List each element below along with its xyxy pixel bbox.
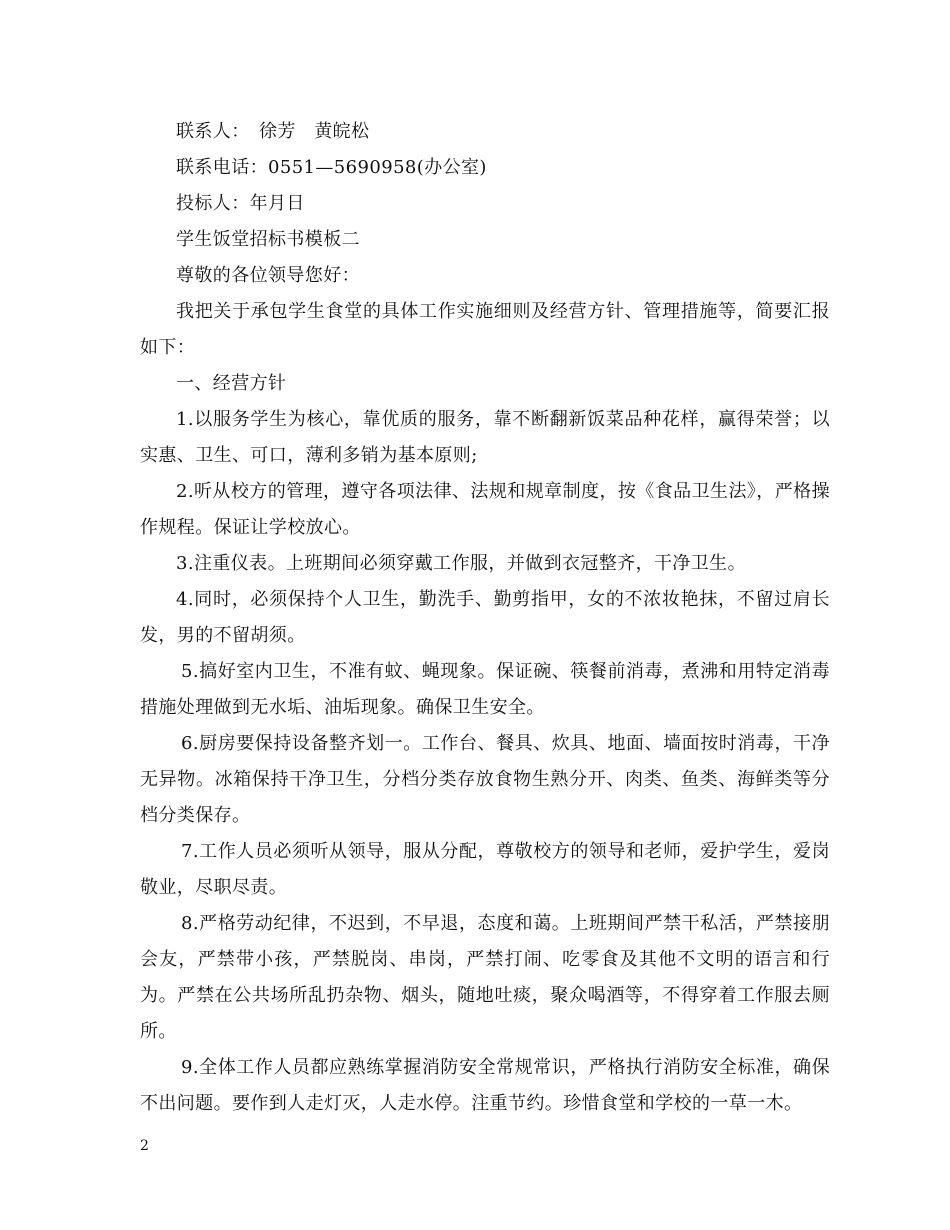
policy-item-7: 7.工作人员必须听从领导，服从分配，尊敬校方的领导和老师，爱护学生，爱岗敬业，尽职尽责。: [140, 841, 830, 898]
policy-item-5: 5.搞好室内卫生，不准有蚊、蝇现象。保证碗、筷餐前消毒，煮沸和用特定消毒措施处理做到无水垢、油垢现象。确保卫生安全。: [140, 661, 830, 718]
policy-item-9: 9.全体工作人员都应熟练掌握消防安全常规常识，严格执行消防安全标准，确保不出问题。要作到人走灯灭，人走水停。注重节约。珍惜食堂和学校的一草一木。: [140, 1057, 830, 1114]
policy-item-4: 4.同时，必须保持个人卫生，勤洗手、勤剪指甲，女的不浓妆艳抹，不留过肩长发，男的不留胡须。: [140, 589, 830, 646]
bidder-date: 投标人：年月日: [176, 193, 305, 214]
intro-paragraph: 我把关于承包学生食堂的具体工作实施细则及经营方针、管理措施等，简要汇报如下：: [140, 301, 830, 358]
policy-item-1: 1.以服务学生为核心，靠优质的服务，靠不断翻新饭菜品种花样，赢得荣誉；以实惠、卫生、可口，薄利多销为基本原则;: [140, 409, 830, 466]
section-title: 学生饭堂招标书模板二: [176, 229, 360, 250]
policy-item-2: 2.听从校方的管理，遵守各项法律、法规和规章制度，按《食品卫生法》，严格操作规程。保证让学校放心。: [140, 481, 830, 538]
contact-person: 联系人： 徐芳 黄皖松: [176, 121, 370, 142]
heading-business-policy: 一、经营方针: [176, 373, 287, 394]
policy-item-8: 8.严格劳动纪律，不迟到，不早退，态度和蔼。上班期间严禁干私活，严禁接朋会友，严禁带小孩，严禁脱岗、串岗，严禁打闹、吃零食及其他不文明的语言和行为。严禁在公共场所乱扔杂物、烟头，随地吐痰，聚众喝酒等，不得穿着工作服去厕所。: [140, 913, 830, 1042]
policy-item-6: 6.厨房要保持设备整齐划一。工作台、餐具、炊具、地面、墙面按时消毒，干净无异物。冰箱保持干净卫生，分档分类存放食物生熟分开、肉类、鱼类、海鲜类等分档分类保存。: [140, 733, 830, 826]
policy-item-3: 3.注重仪表。上班期间必须穿戴工作服，并做到衣冠整齐，干净卫生。: [176, 553, 746, 574]
salutation: 尊敬的各位领导您好：: [176, 265, 360, 286]
contact-phone: 联系电话：0551—5690958(办公室): [176, 157, 487, 178]
page-number: 2: [140, 1138, 149, 1154]
document-body: [140, 114, 830, 1122]
